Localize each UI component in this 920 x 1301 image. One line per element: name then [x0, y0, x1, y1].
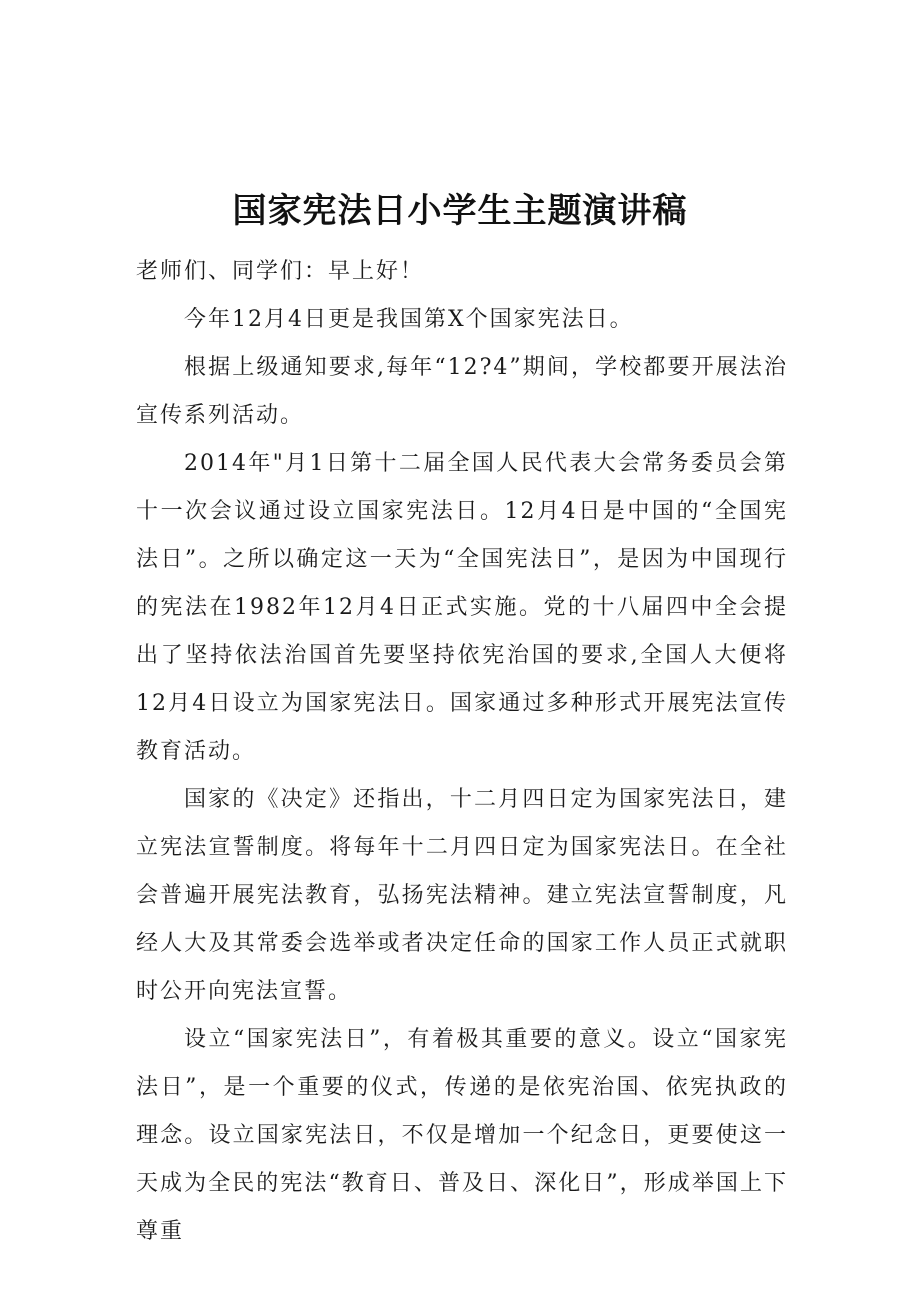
document-title: 国家宪法日小学生主题演讲稿 [232, 190, 688, 231]
paragraph: 国家的《决定》还指出，十二月四日定为国家宪法日，建立宪法宣誓制度。将每年十二月四日定为国家宪法日。在全社会普遍开展宪法教育，弘扬宪法精神。建立宪法宣誓制度，凡经人大及其常委会选举或者决定任命的国家工作人员正式就职时公开向宪法宣誓。 [136, 787, 788, 1004]
paragraph: 2014年"月1日第十二届全国人民代表大会常务委员会第十一次会议通过设立国家宪法日。12月4日是中国的“全国宪法日”。之所以确定这一天为“全国宪法日”，是因为中国现行的宪法在1982年12月4日正式实施。党的十八届四中全会提出了坚持依法治国首先要坚持依宪治国的要求,全国人大便将12月4日设立为国家宪法日。国家通过多种形式开展宪法宣传教育活动。 [136, 451, 788, 764]
paragraph: 设立“国家宪法日”，有着极其重要的意义。设立“国家宪法日”，是一个重要的仪式，传递的是依宪治国、依宪执政的理念。设立国家宪法日，不仅是增加一个纪念日，更要使这一天成为全民的宪法“教育日、普及日、深化日”，形成举国上下尊重 [136, 1027, 788, 1244]
paragraph: 根据上级通知要求,每年“12?4”期间，学校都要开展法治宣传系列活动。 [136, 355, 788, 428]
document-body [136, 248, 788, 1256]
greeting-line: 老师们、同学们：早上好！ [136, 259, 425, 284]
paragraph: 今年12月4日更是我国第X个国家宪法日。 [184, 307, 634, 332]
